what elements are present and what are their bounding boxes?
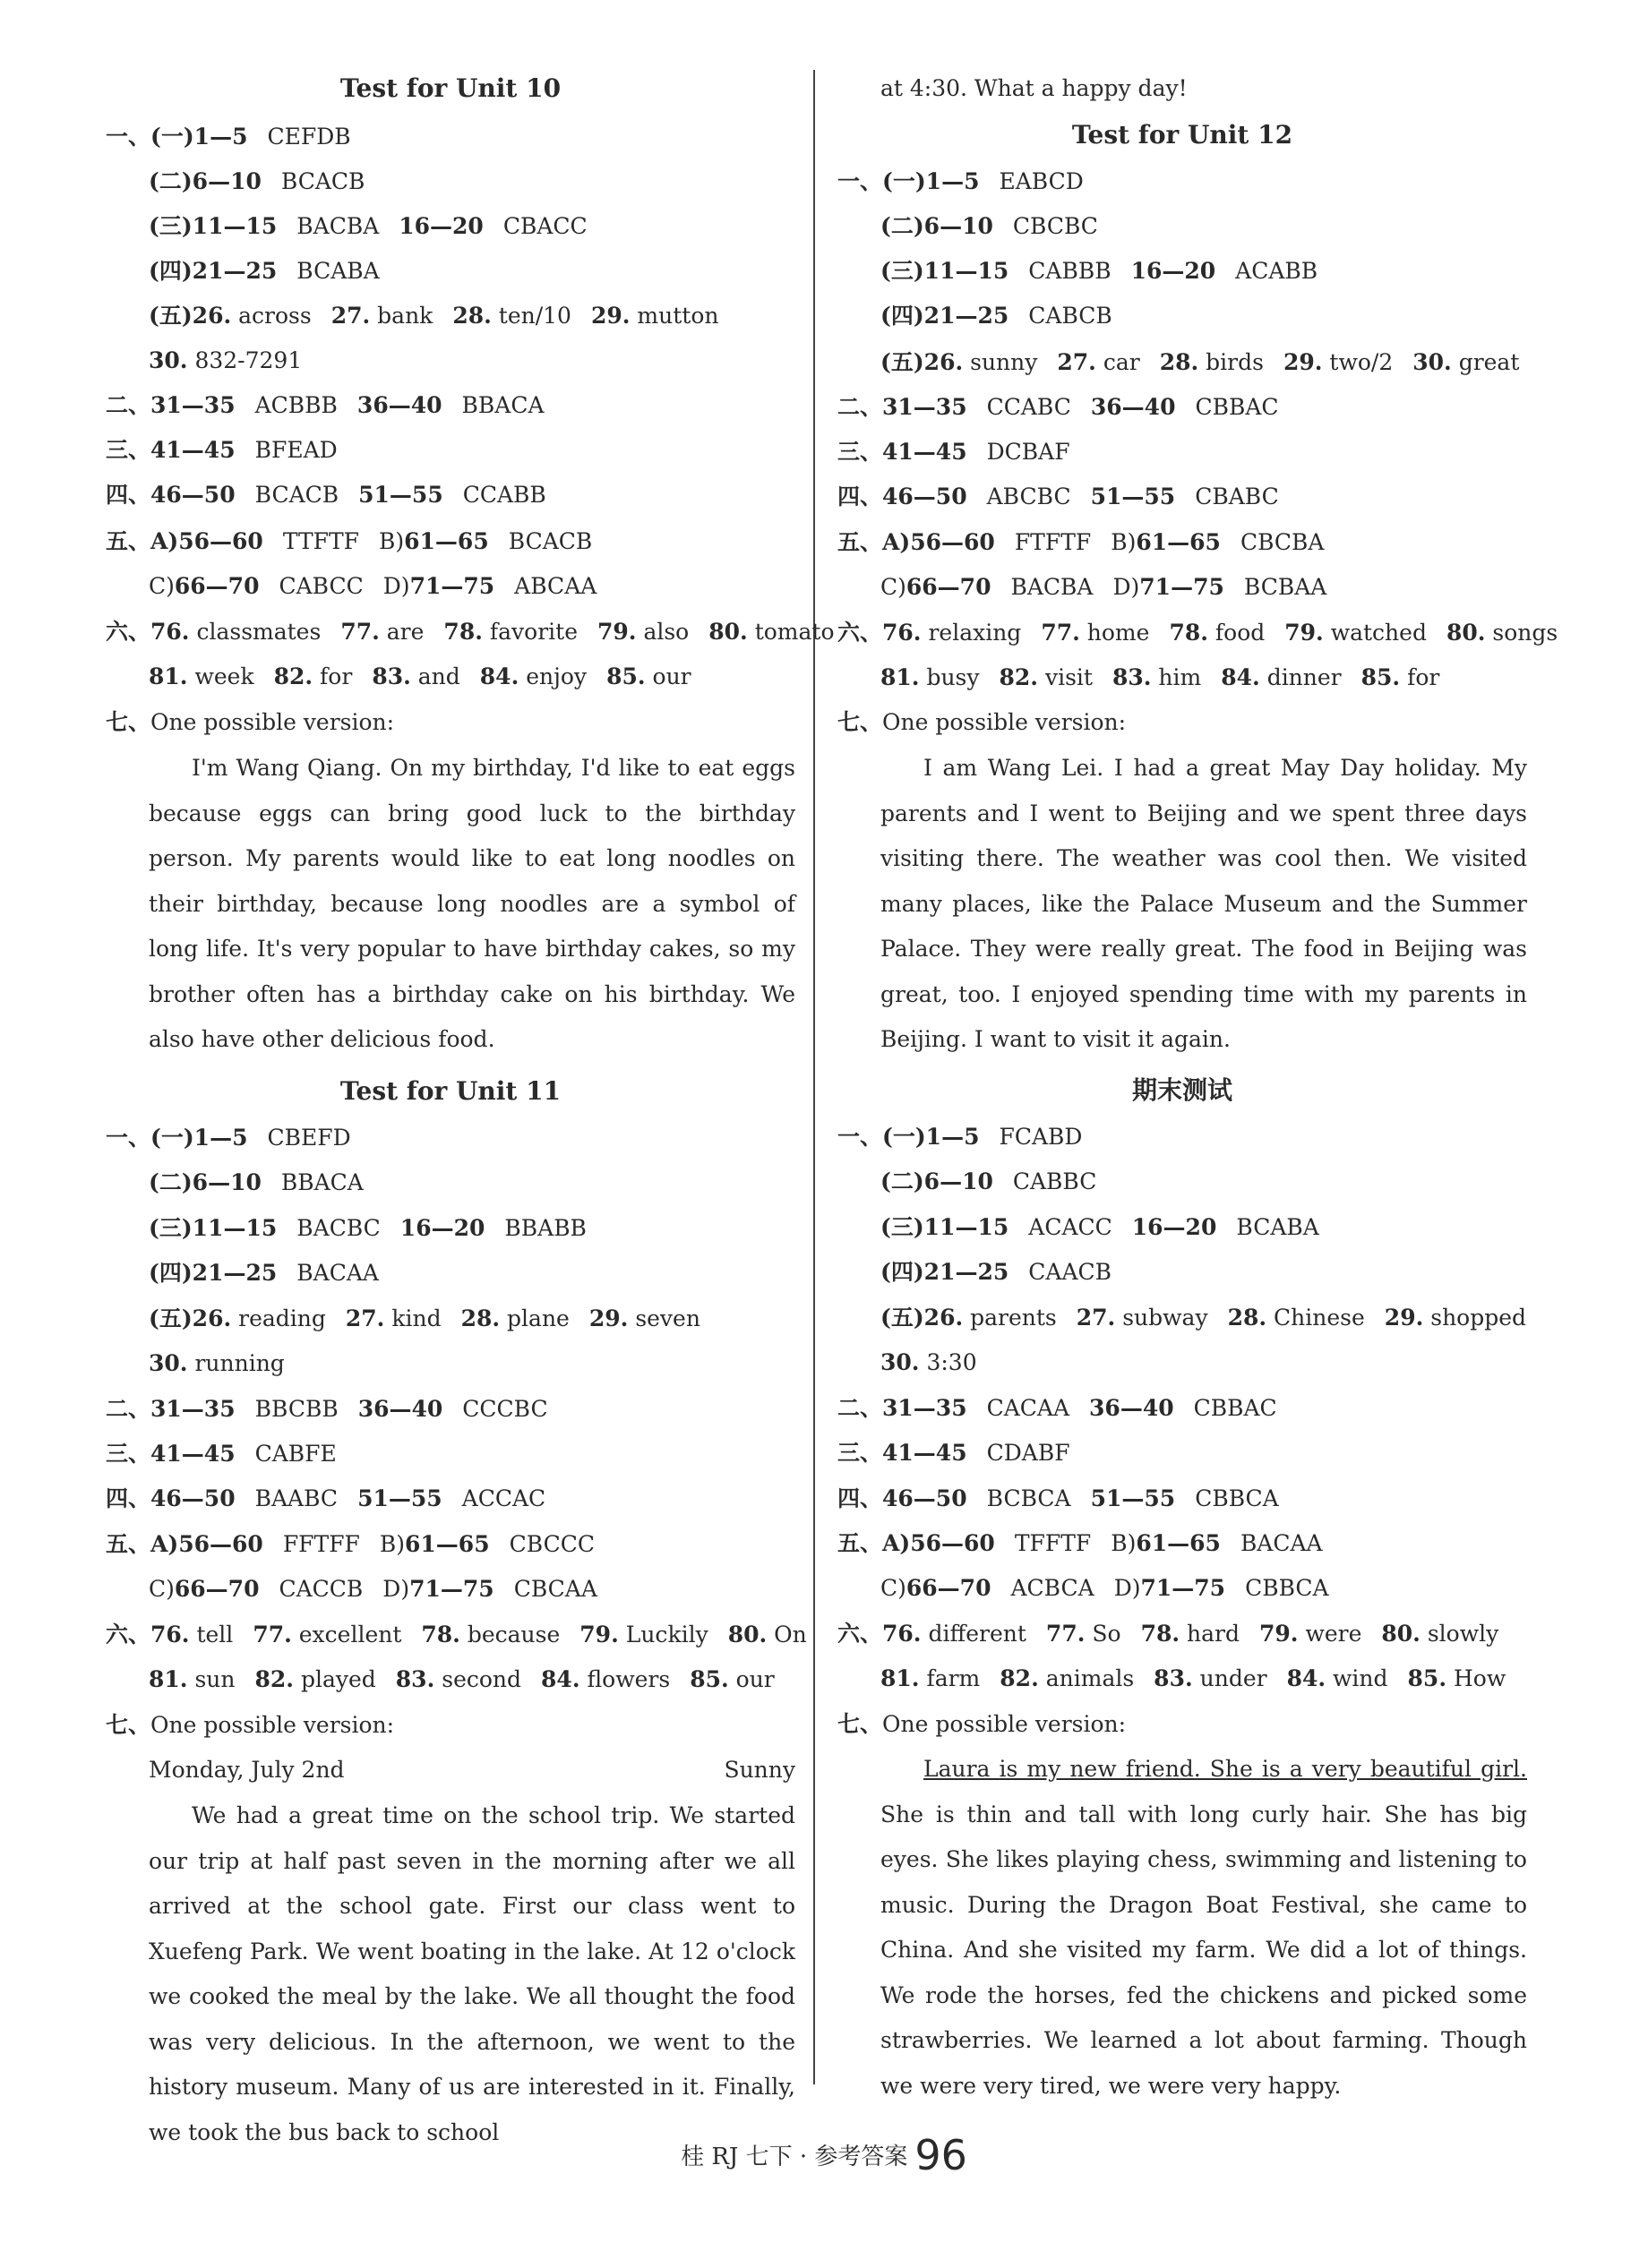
unit10-essay: I'm Wang Qiang. On my birthday, I'd like to eat eggs because eggs can bring good luck to the birthday person. My parents would like to eat long noodles on their birthday, because long noodles are a symbol of long life. It's very popular to have birthday cakes, so my brother often has a birthday cake on his birthday. We also have other delicious food. (149, 755, 795, 1052)
final-line-1: 一、(一)1—5 FCABD (837, 1124, 1083, 1150)
unit11-line-11: C)66—70 CACCB D)71—75 CBCAA (149, 1576, 597, 1602)
unit12-line-2: (二)6—10 CBCBC (880, 213, 1098, 239)
unit10-title: Test for Unit 10 (339, 73, 562, 103)
final-line-3: (三)11—15 ACACC 16—20 BCABA (880, 1214, 1319, 1240)
final-line-11: C)66—70 ACBCA D)71—75 CBBCA (880, 1575, 1329, 1601)
unit11-line-7: 二、31—35 BBCBB 36—40 CCCBC (106, 1396, 548, 1422)
unit11-line-2: (二)6—10 BBACA (149, 1169, 364, 1195)
unit11-essay: We had a great time on the school trip. We started our trip at half past seven in the morning after we all arrived at the school gate. First our class went to Xuefeng Park. We went boating in the lake. At 12 o'clock we cooked the meal by the lake. We all thought the food was very delicious. In the afternoon, we went to the history museum. Many of us are interested in it. Finally, we took the bus back to school (149, 1802, 795, 2145)
unit12-line-8: 三、41—45 DCBAF (837, 439, 1070, 465)
final-line-4: (四)21—25 CAACB (880, 1259, 1112, 1285)
unit12-line-4: (四)21—25 CABCB (880, 303, 1112, 329)
unit10-line-3: (三)11—15 BACBA 16—20 CBACC (149, 213, 588, 239)
final-line-10: 五、A)56—60 TFFTF B)61—65 BACAA (837, 1530, 1323, 1556)
final-line-5: (五)26. parents 27. subway 28. Chinese 29. shopped (880, 1305, 1527, 1331)
unit10-line-5: (五)26. across 27. bank 28. ten/10 29. mutton (149, 303, 719, 329)
diary-weather: Sunny (724, 1757, 795, 1783)
unit11-line-6: 30. running (149, 1350, 285, 1376)
unit11-line-12: 六、76. tell 77. excellent 78. because 79. Luckily 80. On (106, 1622, 807, 1648)
page-number: 96 (914, 2131, 967, 2179)
unit12-line-10: 五、A)56—60 FTFTF B)61—65 CBCBA (837, 529, 1325, 555)
page-footer (0, 2131, 1648, 2179)
unit11-line-8: 三、41—45 CABFE (106, 1441, 337, 1467)
unit11-line-10: 五、A)56—60 FFTFF B)61—65 CBCCC (106, 1531, 595, 1557)
unit12-line-11: C)66—70 BACBA D)71—75 BCBAA (880, 574, 1327, 600)
final-line-7: 二、31—35 CACAA 36—40 CBBAC (837, 1395, 1277, 1421)
unit11-title: Test for Unit 11 (339, 1076, 562, 1106)
final-essay: Laura is my new friend. She is a very beautiful girl. She is thin and tall with long curly hair. She has big eyes. She likes playing chess, swimming and listening to music. During the Dragon Boat Festival, she came to China. And she visited my farm. We did a lot of things. We rode the horses, fed the chickens and picked some strawberries. We learned a lot about farming. Though we were very tired, we were very happy. (880, 1756, 1527, 2099)
unit10-line-4: (四)21—25 BCABA (149, 258, 380, 284)
unit12-essay: I am Wang Lei. I had a great May Day holiday. My parents and I went to Beijing and we spent three days visiting there. The weather was cool then. We visited many places, like the Palace Museum and the Summer Palace. They were really great. The food in Beijing was great, too. I enjoyed spending time with my parents in Beijing. I want to visit it again. (880, 755, 1527, 1052)
unit10-line-7: 二、31—35 ACBBB 36—40 BBACA (106, 392, 545, 418)
unit12-line-7: 二、31—35 CCABC 36—40 CBBAC (837, 394, 1279, 420)
final-line-2: (二)6—10 CABBC (880, 1168, 1097, 1194)
unit12-line-9: 四、46—50 ABCBC 51—55 CBABC (837, 484, 1279, 509)
unit10-line-10: 五、A)56—60 TTFTF B)61—65 BCACB (106, 528, 593, 554)
unit10-line-14: 七、One possible version: (106, 709, 395, 735)
unit12-line-14: 七、One possible version: (837, 709, 1127, 735)
unit11-line-9: 四、46—50 BAABC 51—55 ACCAC (106, 1485, 546, 1511)
unit12-line-5: (五)26. sunny 27. car 28. birds 29. two/2 30. great (880, 349, 1520, 375)
unit10-line-2: (二)6—10 BCACB (149, 168, 365, 194)
unit12-line-13: 81. busy 82. visit 83. him 84. dinner 85. for (880, 664, 1440, 690)
unit11-essay-continued: at 4:30. What a happy day! (880, 75, 1188, 101)
unit11-line-13: 81. sun 82. played 83. second 84. flowers 85. our (149, 1666, 775, 1692)
unit11-line-3: (三)11—15 BACBC 16—20 BBABB (149, 1215, 587, 1241)
unit10-line-8: 三、41—45 BFEAD (106, 437, 338, 463)
unit11-line-1: 一、(一)1—5 CBEFD (106, 1125, 351, 1151)
unit10-line-12: 六、76. classmates 77. are 78. favorite 79. also 80. tomato (106, 619, 835, 645)
unit12-line-12: 六、76. relaxing 77. home 78. food 79. watched 80. songs (837, 620, 1558, 646)
final-line-6: 30. 3:30 (880, 1349, 977, 1375)
underlined-sentence: Laura is my new friend. She is a very beautiful girl. (923, 1756, 1527, 1782)
final-test-title: 期末测试 (1131, 1075, 1232, 1105)
final-line-12: 六、76. different 77. So 78. hard 79. were 80. slowly (837, 1621, 1499, 1647)
column-divider (813, 70, 815, 2084)
unit10-line-6: 30. 832-7291 (149, 347, 303, 373)
unit10-line-11: C)66—70 CABCC D)71—75 ABCAA (149, 573, 597, 599)
unit10-line-13: 81. week 82. for 83. and 84. enjoy 85. our (149, 663, 691, 689)
diary-date: Monday, July 2nd (149, 1757, 345, 1783)
unit12-title: Test for Unit 12 (1071, 120, 1293, 150)
unit12-line-1: 一、(一)1—5 EABCD (837, 168, 1084, 194)
unit11-date-row (149, 1748, 795, 1793)
unit11-line-5: (五)26. reading 27. kind 28. plane 29. seven (149, 1305, 700, 1331)
unit10-line-1: 一、(一)1—5 CEFDB (106, 124, 351, 150)
unit11-line-4: (四)21—25 BACAA (149, 1260, 379, 1286)
final-line-8: 三、41—45 CDABF (837, 1440, 1070, 1466)
final-line-9: 四、46—50 BCBCA 51—55 CBBCA (837, 1485, 1279, 1511)
final-line-14: 七、One possible version: (837, 1711, 1127, 1737)
unit11-line-14: 七、One possible version: (106, 1712, 395, 1738)
final-line-13: 81. farm 82. animals 83. under 84. wind 85. How (880, 1665, 1506, 1691)
unit12-line-3: (三)11—15 CABBB 16—20 ACABB (880, 258, 1318, 284)
unit10-line-9: 四、46—50 BCACB 51—55 CCABB (106, 482, 546, 508)
footer-label: 桂 RJ 七下 · 参考答案 (681, 2144, 908, 2170)
